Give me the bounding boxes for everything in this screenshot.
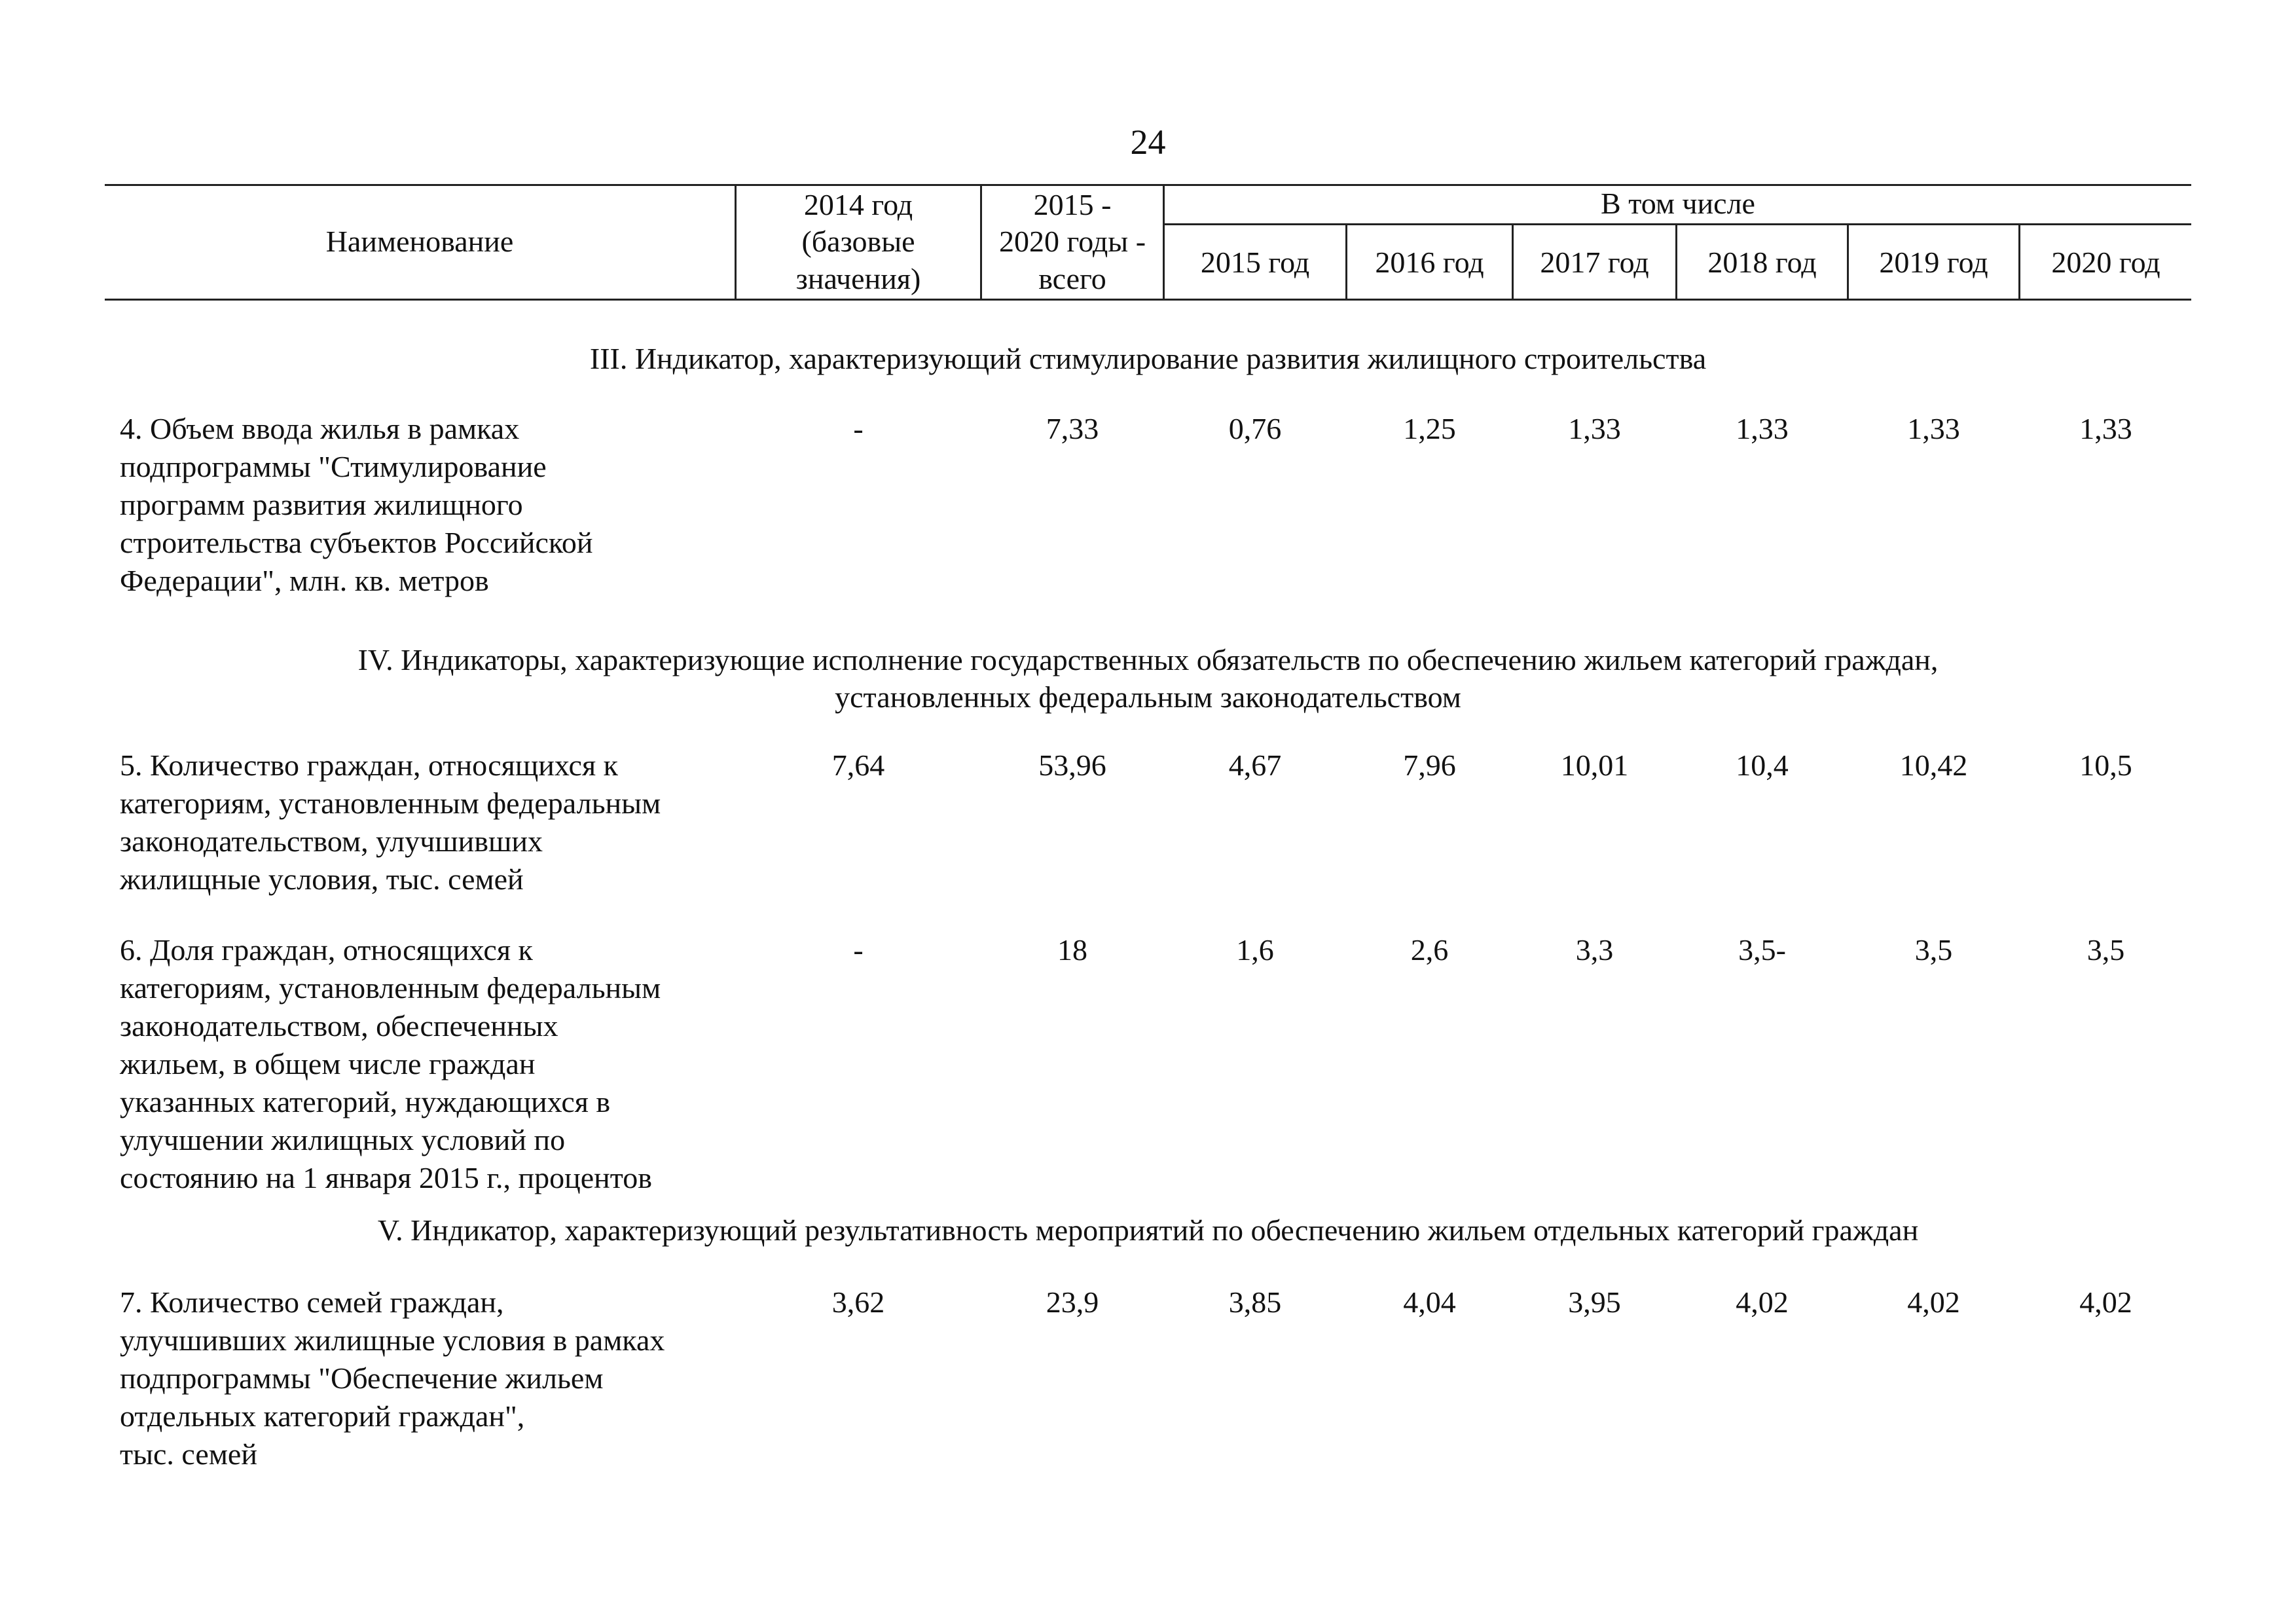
indicator-name	[120, 1283, 774, 1473]
header-total-line2: 2020 годы -	[998, 225, 1146, 258]
indicator-name-line: подпрограммы "Обеспечение жильем	[120, 1361, 604, 1395]
value-2020: 10,5	[2079, 748, 2132, 782]
indicator-name-line: отдельных категорий граждан",	[120, 1399, 525, 1433]
value-2018: 4,02	[1736, 1285, 1789, 1319]
value-2019: 10,42	[1899, 748, 1968, 782]
value-total: 23,9	[1046, 1285, 1099, 1319]
value-2017: 1,33	[1568, 412, 1621, 445]
indicator-name-line: 6. Доля граждан, относящихся к	[120, 933, 533, 967]
value-total: 18	[1057, 933, 1087, 967]
indicator-name-line: состоянию на 1 января 2015 г., процентов	[120, 1161, 653, 1194]
header-year: 2017 год	[1540, 246, 1649, 279]
value-total: 53,96	[1038, 748, 1106, 782]
indicator-name	[120, 410, 774, 600]
indicator-name-line: жилищные условия, тыс. семей	[120, 862, 524, 896]
indicator-name-line: жильем, в общем числе граждан	[120, 1047, 536, 1080]
indicator-name-line: 5. Количество граждан, относящихся к	[120, 748, 618, 782]
header-total-line1: 2015 -	[1033, 188, 1112, 221]
value-base-2014: 7,64	[831, 748, 885, 782]
indicator-name-line: 7. Количество семей граждан,	[120, 1285, 504, 1319]
indicator-name-line: категориям, установленным федеральным	[120, 786, 661, 820]
header-bottom-rule	[105, 299, 2191, 301]
indicator-name-line: улучшении жилищных условий по	[120, 1123, 566, 1156]
value-2017: 10,01	[1560, 748, 1629, 782]
indicator-name-line: тыс. семей	[120, 1437, 257, 1471]
indicator-name	[120, 931, 774, 1197]
section-title: V. Индикатор, характеризующий результативность мероприятий по обеспечению жильем отдельных категорий граждан	[377, 1213, 1919, 1247]
header-base-line2: (базовые	[801, 225, 915, 258]
value-2020: 1,33	[2079, 412, 2132, 445]
page-number: 24	[1130, 122, 1166, 162]
value-2018: 3,5-	[1738, 933, 1786, 967]
value-2015: 1,6	[1236, 933, 1274, 967]
header-total-line3: всего	[1038, 262, 1106, 295]
indicator-name-line: законодательством, улучшивших	[120, 824, 543, 858]
section-title: установленных федеральным законодательством	[835, 680, 1461, 714]
value-2018: 10,4	[1736, 748, 1789, 782]
value-2020: 3,5	[2086, 933, 2125, 967]
value-2016: 2,6	[1410, 933, 1449, 967]
table-header	[0, 0, 2296, 308]
indicator-name-line: подпрограммы "Стимулирование	[120, 450, 547, 483]
indicator-name-line: улучшивших жилищные условия в рамках	[120, 1323, 665, 1357]
indicator-name-line: программ развития жилищного	[120, 488, 523, 521]
value-2020: 4,02	[2079, 1285, 2132, 1319]
value-2017: 3,3	[1575, 933, 1614, 967]
value-2016: 7,96	[1403, 748, 1456, 782]
value-base-2014: -	[853, 933, 864, 967]
value-base-2014: -	[853, 412, 864, 445]
indicator-name-line: законодательством, обеспеченных	[120, 1009, 558, 1043]
header-year: 2018 год	[1707, 246, 1817, 279]
indicator-name-line: Федерации", млн. кв. метров	[120, 564, 489, 597]
value-2015: 3,85	[1228, 1285, 1282, 1319]
value-2015: 4,67	[1228, 748, 1282, 782]
value-total: 7,33	[1046, 412, 1099, 445]
value-2018: 1,33	[1736, 412, 1789, 445]
indicator-name-line: категориям, установленным федеральным	[120, 971, 661, 1005]
indicator-name-line: строительства субъектов Российской	[120, 526, 593, 559]
value-2019: 3,5	[1914, 933, 1953, 967]
indicator-name	[120, 747, 774, 898]
header-year: 2015 год	[1200, 246, 1310, 279]
header-year: 2020 год	[2051, 246, 2160, 279]
value-2019: 4,02	[1907, 1285, 1960, 1319]
section-title: III. Индикатор, характеризующий стимулирование развития жилищного строительства	[589, 342, 1707, 375]
indicator-name-line: указанных категорий, нуждающихся в	[120, 1085, 611, 1118]
header-name: Наименование	[325, 225, 514, 258]
value-base-2014: 3,62	[831, 1285, 885, 1319]
header-base-line3: значения)	[795, 262, 921, 295]
header-including: В том числе	[1601, 187, 1755, 220]
header-base-line1: 2014 год	[803, 188, 913, 221]
value-2015: 0,76	[1228, 412, 1282, 445]
indicator-name-line: 4. Объем ввода жилья в рамках	[120, 412, 520, 445]
section-title: IV. Индикаторы, характеризующие исполнение государственных обязательств по обеспечению жильем категорий граждан,	[357, 643, 1939, 676]
value-2016: 1,25	[1403, 412, 1456, 445]
header-year: 2019 год	[1879, 246, 1988, 279]
value-2016: 4,04	[1403, 1285, 1456, 1319]
header-year: 2016 год	[1375, 246, 1484, 279]
value-2019: 1,33	[1907, 412, 1960, 445]
value-2017: 3,95	[1568, 1285, 1621, 1319]
